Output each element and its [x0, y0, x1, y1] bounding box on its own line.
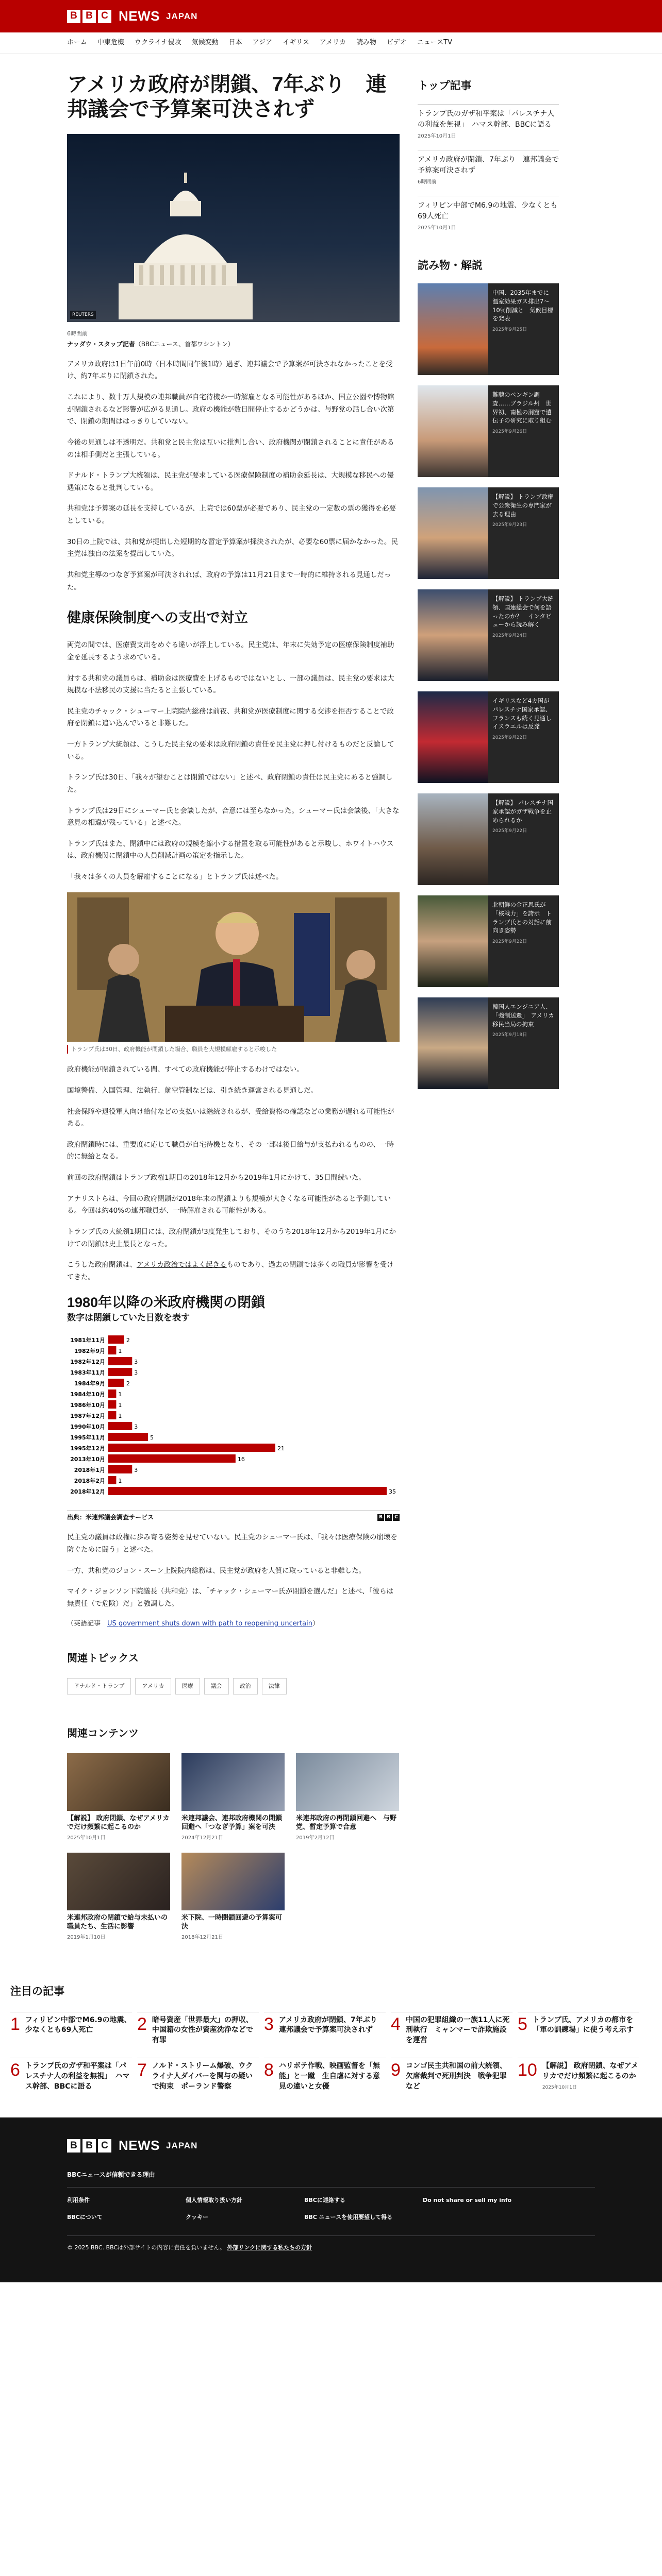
top-story-date: 6時間前 — [418, 179, 437, 185]
chart-plot — [67, 1332, 400, 1502]
feature-title: 中国、2035年までに温室効果ガス排出7～10％削減と 気候目標を発表 — [492, 289, 554, 323]
related-topics-heading: 関連トピックス — [67, 1653, 139, 1665]
chart-bar — [108, 1454, 236, 1463]
footer — [0, 2117, 662, 2282]
feature-card[interactable] — [418, 385, 559, 477]
chart-source: 出典：米連邦議会調査サービス — [67, 1514, 154, 1521]
hero-image — [67, 134, 400, 322]
most-read-title: アメリカ政府が閉鎖、7年ぶり 連邦議会で予算案可決されず — [278, 2015, 385, 2035]
rank-number: 3 — [264, 2014, 274, 2034]
paragraph: アメリカ政府は1日午前0時（日本時間同午後1時）過ぎ、連邦議会で予算案が可決されなかったことを受け、約7年ぶりに閉鎖された。 — [67, 360, 393, 381]
mini-logo-c: C — [393, 1514, 400, 1521]
feature-title: 難聴のペンギン調査……ブラジル州 世界初、南極の洞窟で遺伝子の研究に取り組む — [492, 391, 552, 425]
most-read-item[interactable] — [518, 2058, 639, 2092]
feature-thumbnail — [418, 895, 488, 987]
feature-text — [488, 895, 559, 987]
nav-features[interactable]: 読み物 — [356, 39, 377, 47]
link-prefix: こうした政府閉鎖は、 — [67, 1261, 137, 1269]
chart-category-label: 1983年11月 — [70, 1369, 105, 1376]
related-title: 米連邦政府の再閉鎖回避へ 与野党、暫定予算で合意 — [296, 1814, 397, 1832]
paragraph: 今後の見通しは不透明だ。共和党と民主党は互いに批判し合い、政府機関が閉鎖されることに責任があるのは相手側だと主張している。 — [67, 438, 394, 459]
related-date: 2025年10月1日 — [67, 1835, 106, 1841]
chart-category-label: 1995年12月 — [70, 1445, 105, 1452]
chart-value-label: 1 — [118, 1412, 122, 1419]
feature-thumbnail — [418, 691, 488, 783]
feature-date: 2025年9月22日 — [492, 828, 527, 834]
topic-tag[interactable]: 議会 — [204, 1678, 229, 1694]
feature-thumbnail — [418, 793, 488, 885]
masthead — [0, 0, 662, 32]
most-read-title: ノルド・ストリーム爆破、ウクライナ人ダイバーを関与の疑いで拘束 ポーランド警察 — [152, 2062, 253, 2091]
top-stories-heading: トップ記事 — [418, 80, 472, 92]
footer-trust-link[interactable]: BBCニュースが信頼できる理由 — [67, 2170, 595, 2188]
logo-letter-b1: B — [67, 10, 80, 23]
nav-uk[interactable]: イギリス — [283, 39, 309, 47]
related-thumbnail — [181, 1853, 285, 1910]
feature-thumbnail — [418, 385, 488, 477]
paragraph: トランプ氏はまた、閉鎖中には政府の規模を縮小する措置を取る可能性があると示唆し、ホワイトハウスは、政府機関に閉鎖中の人員削減計画の策定を指示した。 — [67, 839, 394, 860]
feature-card[interactable] — [418, 487, 559, 579]
feature-date: 2025年9月25日 — [492, 327, 527, 332]
feature-title: 北朝鮮の金正恩氏が「核戦力」を誇示 トランプ氏との対話に前向き姿勢 — [492, 901, 552, 935]
hero-credit: REUTERS — [70, 311, 96, 319]
feature-text — [488, 487, 559, 579]
chart-bar — [108, 1368, 132, 1376]
chart-category-label: 1984年10月 — [70, 1391, 105, 1398]
top-story-date: 2025年10月1日 — [418, 133, 456, 139]
chart-category-label: 1984年9月 — [74, 1380, 105, 1387]
top-story-title: アメリカ政府が閉鎖、7年ぶり 連邦議会で予算案可決されず — [418, 155, 559, 175]
nav-us[interactable]: アメリカ — [319, 39, 346, 47]
paragraph: 民主党のチャック・シューマー上院院内総務は前夜、共和党が医療制度に関する交渉を拒否することで政府を閉鎖に追い込んでいると非難した。 — [67, 707, 394, 728]
rank-number: 1 — [10, 2014, 20, 2034]
topic-tag[interactable]: 法律 — [262, 1678, 287, 1694]
most-read-item[interactable] — [391, 2058, 512, 2092]
feature-text — [488, 283, 559, 375]
chart-bar — [108, 1465, 132, 1473]
ref-prefix: （英語記事 — [67, 1620, 108, 1628]
copyright-text: © 2025 BBC. BBCは外部サイトの内容に責任を負いません。 — [67, 2244, 226, 2251]
paragraph: トランプ氏は29日にシューマー氏と会談したが、合意には至らなかった。シューマー氏は会談後、「大きな意見の相違が残っている」と述べた。 — [67, 806, 400, 827]
logo-edition: JAPAN — [166, 11, 198, 21]
related-card[interactable] — [67, 1753, 170, 1842]
mini-logo-b1: B — [377, 1514, 384, 1521]
top-story-title: トランプ氏のガザ和平案は「パレスチナ人の利益を無視」 ハマス幹部、BBCに語る — [418, 109, 555, 129]
related-thumbnail — [67, 1853, 170, 1910]
related-topics — [67, 1678, 400, 1694]
footer-logo-b2: B — [82, 2139, 96, 2153]
feature-date: 2025年9月22日 — [492, 939, 527, 944]
byline — [67, 340, 400, 349]
related-card[interactable] — [181, 1853, 285, 1942]
feature-date: 2025年9月18日 — [492, 1032, 527, 1038]
footer-link-privacy[interactable]: 個人情報取り扱い方針 — [186, 2196, 242, 2204]
footer-links — [67, 2196, 595, 2222]
chart-value-label: 2 — [126, 1380, 130, 1387]
chart-subtitle: 数字は閉鎖していた日数を表す — [67, 1313, 190, 1323]
topic-tag[interactable]: 政治 — [233, 1678, 258, 1694]
nav-asia[interactable]: アジア — [252, 39, 273, 47]
nav-home[interactable]: ホーム — [67, 39, 88, 47]
feature-title: 【解説】 トランプ政権で公衆衛生の専門家が去る理由 — [492, 493, 554, 518]
related-date: 2019年1月10日 — [67, 1934, 106, 1940]
chart-bar — [108, 1357, 132, 1365]
footer-link-terms[interactable]: 利用条件 — [67, 2196, 90, 2204]
paragraph: 国境警備、入国管理、法執行、航空管制などは、引き続き運営される見通しだ。 — [67, 1086, 318, 1095]
most-read-title: 暗号資産「世界最大」の押収、中国籍の女性が資産洗浄などで有罪 — [152, 2015, 253, 2044]
paragraph: 民主党の議員は政権に歩み寄る姿勢を見せていない。民主党のシューマー氏は、「我々は医療保険の崩壊を防ぐために闘う」と述べた。 — [67, 1533, 398, 1554]
most-read-title: 【解説】 政府閉鎖、なぜアメリカでだけ頻繁に起こるのか — [542, 2062, 638, 2080]
feature-card[interactable] — [418, 589, 559, 681]
chart-category-label: 1982年9月 — [74, 1347, 105, 1354]
feature-title: 【解説】 パレスチナ国家承認がガザ戦争を止められるか — [492, 799, 554, 824]
rank-number: 4 — [391, 2014, 401, 2034]
most-read-list — [10, 2012, 652, 2092]
footer-link-do-not-sell[interactable]: Do not share or sell my info — [423, 2196, 512, 2204]
paragraph: 前回の政府閉鎖はトランプ政権1期目の2018年12月から2019年1月にかけて、35日間続いた。 — [67, 1174, 366, 1182]
feature-thumbnail — [418, 997, 488, 1089]
chart-bar — [108, 1346, 116, 1354]
paragraph: マイク・ジョンソン下院議長（共和党）は、「チャック・シューマー氏が閉鎖を選んだ」と述べ、「彼らは無責任（で危険）だ」と強調した。 — [67, 1587, 394, 1608]
related-card[interactable] — [181, 1753, 285, 1842]
external-links-policy[interactable]: 外部リンクに関する私たちの方針 — [227, 2244, 312, 2251]
rank-number: 8 — [264, 2060, 274, 2080]
chart-bar — [108, 1400, 116, 1409]
logo-letter-b2: B — [82, 10, 96, 23]
trump-podium-illustration — [67, 892, 400, 1042]
nav-news-tv[interactable]: ニュースTV — [417, 39, 452, 47]
paragraph: 政府機能が閉鎖されている間、すべての政府機能が停止するわけではない。 — [67, 1065, 304, 1074]
chart-value-label: 16 — [237, 1455, 245, 1463]
footer-copyright — [67, 2235, 595, 2252]
feature-card[interactable] — [418, 691, 559, 783]
most-read-title: フィリピン中部でM6.9の地震、少なくとも69人死亡 — [25, 2015, 131, 2035]
chart-category-label: 2018年2月 — [74, 1477, 105, 1484]
related-thumbnail — [67, 1753, 170, 1811]
related-thumbnail — [296, 1753, 399, 1811]
most-read-item[interactable] — [264, 2012, 386, 2046]
rank-number: 6 — [10, 2060, 20, 2080]
ref-suffix: ） — [312, 1620, 319, 1628]
chart-bar — [108, 1487, 387, 1495]
chart-bar — [108, 1433, 148, 1441]
most-read — [0, 1983, 662, 2092]
chart-category-label: 1987年12月 — [70, 1412, 105, 1419]
link-suffix: ものであり、過去の閉鎖では多くの職員が影響を受けてきた。 — [67, 1261, 394, 1281]
related-content-heading: 関連コンテンツ — [67, 1727, 139, 1739]
paragraph: トランプ氏の大統領1期目には、政府閉鎖が3度発生しており、そのうち2018年12月から2019年1月にかけての閉鎖は史上最長となった。 — [67, 1227, 396, 1248]
feature-card[interactable] — [418, 997, 559, 1089]
top-story[interactable] — [418, 104, 559, 150]
footer-link-contact[interactable]: BBCに連絡する — [304, 2196, 345, 2204]
feature-date: 2025年9月22日 — [492, 735, 527, 740]
chart-value-label: 35 — [389, 1488, 396, 1495]
nav-middle-east[interactable]: 中東危機 — [97, 39, 125, 47]
most-read-item[interactable] — [264, 2058, 386, 2092]
feature-thumbnail — [418, 487, 488, 579]
topic-tag[interactable]: 医療 — [175, 1678, 200, 1694]
related-title: 米連邦政府の閉鎖で給与未払いの職員たち、生活に影響 — [67, 1913, 168, 1931]
topic-tag[interactable]: ドナルド・トランプ — [67, 1678, 131, 1694]
chart-category-label: 1990年10月 — [70, 1423, 105, 1430]
rank-number: 10 — [518, 2060, 537, 2080]
related-content — [67, 1753, 400, 1942]
most-read-item[interactable] — [391, 2012, 512, 2046]
top-story-title: フィリピン中部でM6.9の地震、少なくとも69人死亡 — [418, 201, 558, 221]
feature-title: 【解説】 トランプ大統領、国連総会で何を語ったのか？ インタビューから読み解く — [492, 595, 554, 629]
chart-category-label: 2013年10月 — [70, 1455, 105, 1463]
article-title: アメリカ政府が閉鎖、7年ぶり 連邦議会で予算案可決されず — [67, 73, 387, 121]
sidebar — [418, 72, 559, 1978]
chart-bar — [108, 1476, 116, 1484]
nav-ukraine[interactable]: ウクライナ侵攻 — [135, 39, 181, 47]
paragraph: 共和党は予算案の延長を支持しているが、上院では60票が必要であり、民主党の一定数の票の獲得を必要としている。 — [67, 504, 396, 526]
feature-text — [488, 589, 559, 681]
top-story[interactable] — [418, 196, 559, 242]
chart-value-label: 21 — [277, 1445, 285, 1452]
mini-logo-b2: B — [385, 1514, 392, 1521]
rank-number: 9 — [391, 2060, 401, 2080]
chart-category-label: 1982年12月 — [70, 1358, 105, 1365]
footer-logo[interactable] — [67, 2135, 662, 2157]
chart-bar — [108, 1379, 124, 1387]
related-card[interactable] — [67, 1853, 170, 1942]
nav-video[interactable]: ビデオ — [387, 39, 407, 47]
most-read-item[interactable] — [10, 2058, 132, 2092]
footer-link-about[interactable]: BBCについて — [67, 2214, 103, 2221]
capitol-dome-illustration — [113, 165, 258, 319]
logo-letter-c: C — [98, 10, 111, 23]
article-date: 6時間前 — [67, 330, 88, 337]
chart-title: 1980年以降の米政府機関の閉鎖 — [67, 1295, 266, 1311]
chart-category-label: 1981年11月 — [70, 1336, 105, 1344]
paragraph: トランプ氏は30日、「我々が望むことは閉鎖ではない」と述べ、政府閉鎖の責任は民主党にあると強調した。 — [67, 773, 393, 794]
subheading-healthcare: 健康保険制度への支出で対立 — [67, 610, 248, 626]
paragraph-with-link — [67, 1259, 400, 1283]
feature-date: 2025年9月24日 — [492, 633, 527, 638]
chart-value-label: 3 — [134, 1466, 138, 1473]
most-read-date: 2025年10月1日 — [542, 2084, 577, 2090]
english-article-ref — [67, 1619, 400, 1630]
most-read-title: トランプ氏、アメリカの都市を「軍の訓練場」に使う考え示す — [532, 2015, 634, 2035]
chart-value-label: 1 — [118, 1477, 122, 1484]
feature-date: 2025年9月23日 — [492, 522, 527, 528]
chart-value-label: 2 — [126, 1336, 130, 1344]
features-heading: 読み物・解説 — [418, 259, 483, 272]
feature-card[interactable] — [418, 895, 559, 987]
most-read-title: トランプ氏のガザ和平案は「パレスチナ人の利益を無視」 ハマス幹部、BBCに語る — [25, 2062, 130, 2091]
feature-text — [488, 997, 559, 1089]
feature-thumbnail — [418, 283, 488, 375]
byline-role: （BBCニュース、首都ワシントン） — [135, 340, 234, 348]
chart-bar — [108, 1444, 275, 1452]
rank-number: 7 — [137, 2060, 147, 2080]
chart-category-label: 1995年11月 — [70, 1434, 105, 1441]
topic-tag[interactable]: アメリカ — [135, 1678, 171, 1694]
most-read-item[interactable] — [137, 2058, 259, 2092]
most-read-title: コンゴ民主共和国の前大統領、欠席裁判で死刑判決 戦争犯罪など — [405, 2062, 507, 2091]
chart-value-label: 3 — [134, 1358, 138, 1365]
article — [67, 72, 400, 1978]
paragraph: 両党の間では、医療費支出をめぐる違いが浮上している。民主党は、年末に失効予定の医療保険制度補助金を延長するよう求めている。 — [67, 641, 394, 662]
feature-date: 2025年9月26日 — [492, 429, 527, 434]
feature-title: イギリスなど4カ国がパレスチナ国家承認、フランスも続く見通し イスラエルは反発 — [492, 697, 558, 731]
paragraph: 「我々は多くの人員を解雇することになる」とトランプ氏は述べた。 — [67, 873, 283, 882]
related-date: 2018年12月21日 — [181, 1934, 223, 1940]
paragraph: 政府閉鎖時には、重要度に応じて職員が自宅待機となり、その一部は後日給与が支払われるものの、一時的に無給となる。 — [67, 1140, 394, 1161]
chart-bar — [108, 1335, 124, 1344]
related-title: 【解説】 政府閉鎖、なぜアメリカでだけ頻繁に起こるのか — [67, 1814, 170, 1832]
top-story-date: 2025年10月1日 — [418, 225, 456, 231]
chart-value-label: 1 — [118, 1391, 122, 1398]
paragraph: 対する共和党の議員らは、補助金は医療費を上げるものではないとし、一部の議員は、民主党の要求は大規模な不法移民の支援に当たると主張している。 — [67, 674, 394, 695]
nav-climate[interactable]: 気候変動 — [191, 39, 219, 47]
rank-number: 5 — [518, 2014, 527, 2034]
chart-category-label: 2018年12月 — [70, 1488, 105, 1495]
logo-news: NEWS — [119, 8, 160, 24]
paragraph: 共和党主導のつなぎ予算案が可決されれば、政府の予算は11月21日まで一時的に維持される見通しだった。 — [67, 570, 391, 591]
related-title: 米連邦議会、連邦政府機関の閉鎖回避へ「つなぎ予算」案を可決 — [181, 1814, 283, 1832]
feature-thumbnail — [418, 589, 488, 681]
chart-value-label: 1 — [118, 1401, 122, 1409]
related-date: 2019年2月12日 — [296, 1835, 335, 1841]
related-date: 2024年12月21日 — [181, 1835, 223, 1841]
paragraph: アナリストらは、今回の政府閉鎖が2018年末の閉鎖よりも規模が大きくなる可能性があると予測している。今回は約40%の連邦職員が、一時解雇される可能性がある。 — [67, 1194, 391, 1215]
feature-title: 韓国人エンジニア人、「強制送還」 アメリカ移民当局の拘束 — [492, 1003, 554, 1028]
chart-value-label: 3 — [134, 1423, 138, 1430]
related-title: 米下院、一時閉鎖回避の予算案可決 — [181, 1913, 283, 1931]
chart-bar — [108, 1411, 116, 1419]
bbc-news-logo[interactable] — [67, 6, 197, 27]
most-read-item[interactable] — [518, 2012, 639, 2046]
feature-card[interactable] — [418, 793, 559, 885]
chart-bar — [108, 1422, 132, 1430]
main-nav — [0, 32, 662, 54]
top-story[interactable] — [418, 150, 559, 196]
chart-bar — [108, 1389, 116, 1398]
nav-japan[interactable]: 日本 — [228, 39, 242, 47]
related-thumbnail — [181, 1753, 285, 1811]
paragraph: 社会保障や退役軍人向け給付などの支払いは継続されるが、受給資格の確認などの業務が遅れる可能性がある。 — [67, 1107, 394, 1128]
chart-category-label: 2018年1月 — [74, 1466, 105, 1473]
chart-value-label: 3 — [134, 1369, 138, 1376]
most-read-title: ハリボテ作戦、映画監督を「無能」と一蹴 生自虐に対する意見の違いと女優 — [278, 2062, 380, 2091]
feature-card[interactable] — [418, 283, 559, 375]
inline-article-link[interactable]: アメリカ政治ではよく起きる — [137, 1261, 227, 1269]
paragraph: これにより、数十万人規模の連邦職員が自宅待機か一時解雇となる可能性があるほか、国立公園や博物館が閉鎖されるなど影響が広がる見通し。政府の機能が数日間停止するかどうかは、与野党の話し合い次第で、閉鎖の期間ははっきりしていない。 — [67, 393, 394, 426]
related-card[interactable] — [296, 1753, 399, 1842]
paragraph: 一方トランプ大統領は、こうした民主党の要求は政府閉鎖の責任を民主党に押し付けるものだと反論している。 — [67, 740, 394, 761]
feature-text — [488, 691, 559, 783]
english-article-link[interactable]: US government shuts down with path to reopening uncertain — [107, 1620, 312, 1628]
chart-value-label: 1 — [118, 1347, 122, 1354]
trump-photo — [67, 892, 400, 1042]
footer-logo-b1: B — [67, 2139, 80, 2153]
most-read-item[interactable] — [10, 2012, 132, 2046]
byline-name: ナッダウ・スタップ記者 — [67, 340, 135, 348]
footer-logo-edition: JAPAN — [166, 2141, 198, 2151]
chart-source-row — [67, 1510, 400, 1522]
rank-number: 2 — [137, 2014, 147, 2034]
footer-link-cookies[interactable]: クッキー — [186, 2214, 208, 2221]
shutdown-chart — [67, 1295, 400, 1522]
most-read-item[interactable] — [137, 2012, 259, 2046]
photo-caption: トランプ氏は30日、政府機能が閉鎖した場合、職員を大規模解雇すると示唆した — [67, 1045, 400, 1054]
footer-logo-news: NEWS — [119, 2138, 160, 2154]
chart-value-label: 5 — [150, 1434, 154, 1441]
paragraph: ドナルド・トランプ大統領は、民主党が要求している医療保険制度の補助金延長は、大規模な移民への優遇策になると批判している。 — [67, 471, 394, 492]
chart-category-label: 1986年10月 — [70, 1401, 105, 1409]
footer-link-other[interactable]: BBC ニュースを使用要望して得る — [304, 2214, 393, 2221]
paragraph: 30日の上院では、共和党が提出した短期的な暫定予算案が採決されたが、必要な60票に届かなかった。民主党は独自の法案を提出していた。 — [67, 537, 398, 558]
bbc-mini-logo — [377, 1514, 400, 1521]
footer-logo-c: C — [98, 2139, 111, 2153]
most-read-heading: 注目の記事 — [10, 1985, 64, 1997]
paragraph: 一方、共和党のジョン・スーン上院院内総務は、民主党が政府を人質に取っていると非難した。 — [67, 1566, 366, 1575]
feature-text — [488, 385, 559, 477]
most-read-title: 中国の犯罪組織の一族11人に死刑執行 ミャンマーで詐欺施設を運営 — [405, 2015, 510, 2044]
feature-text — [488, 793, 559, 885]
